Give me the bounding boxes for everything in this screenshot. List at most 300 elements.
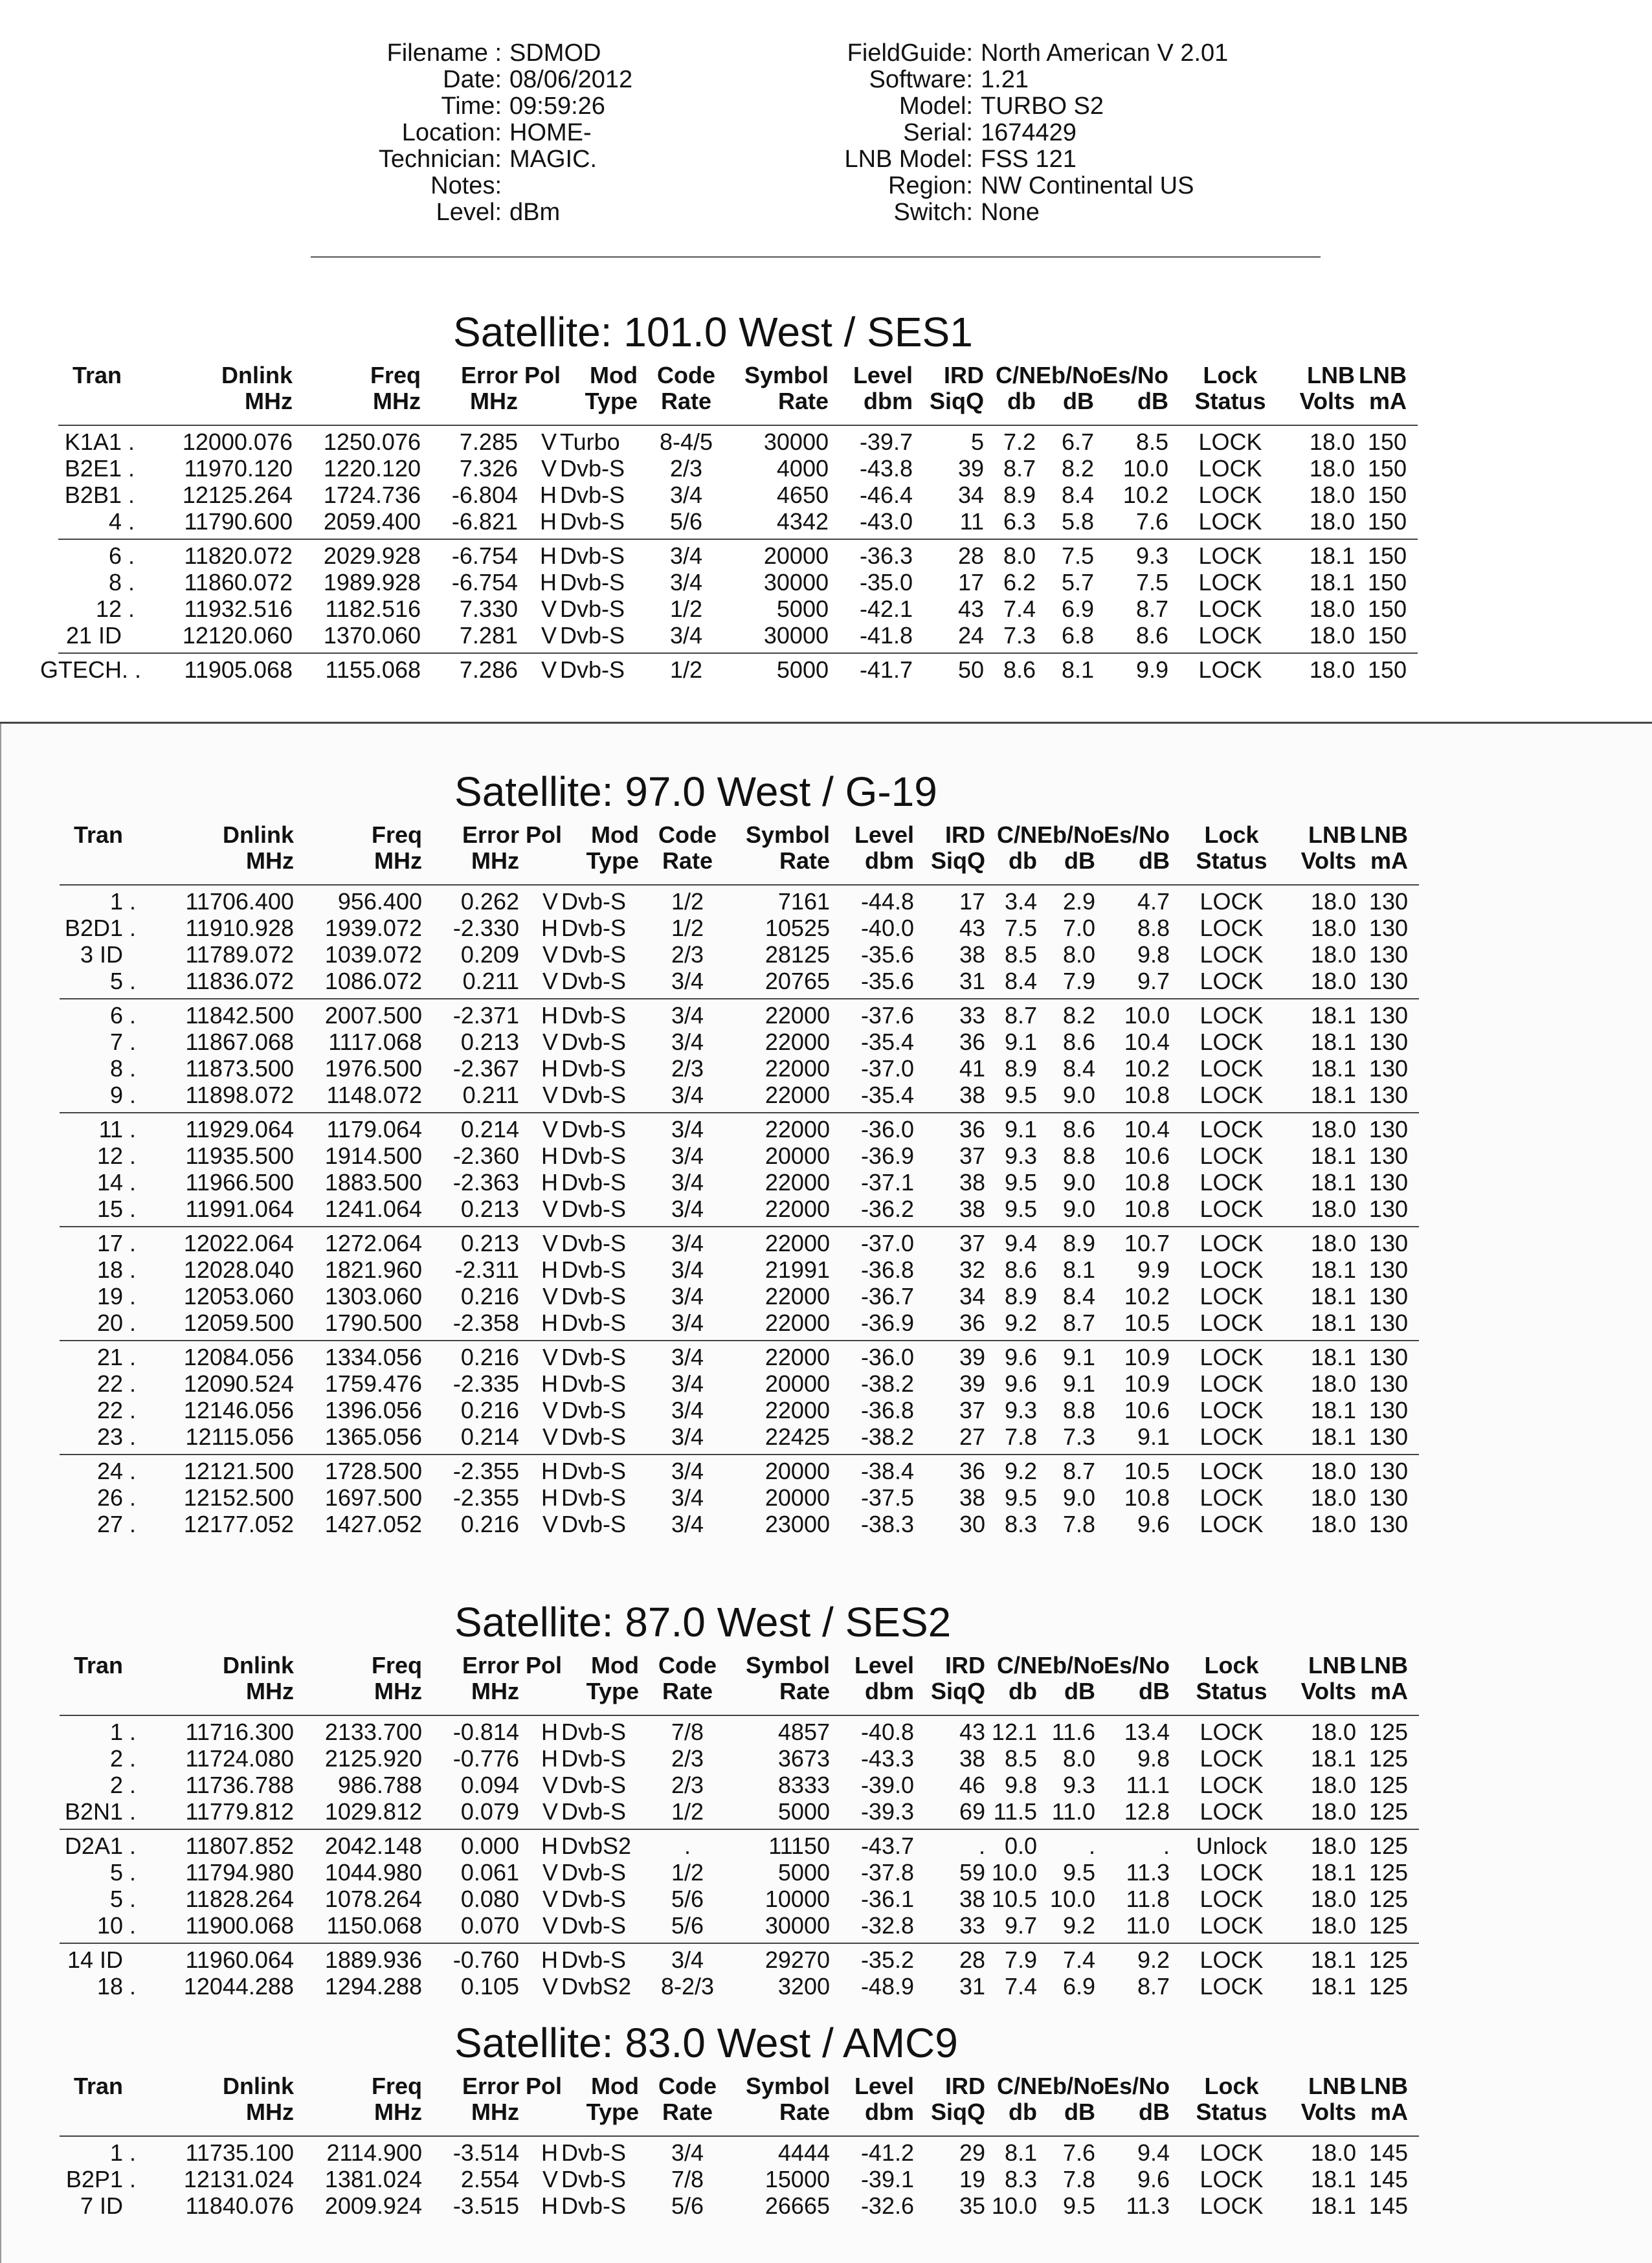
dot-cell: . bbox=[129, 915, 136, 941]
symbol-rate-cell: 30000 bbox=[765, 1912, 830, 1939]
error-cell: -2.358 bbox=[452, 1310, 519, 1336]
pol-cell: V bbox=[542, 1029, 558, 1055]
code-rate-cell: 3/4 bbox=[671, 1082, 704, 1108]
column-header-line2: Type bbox=[586, 1678, 639, 1704]
esno-cell: 7.5 bbox=[1135, 569, 1168, 596]
column-header-line2: MHz bbox=[246, 847, 294, 874]
level-cell: -41.2 bbox=[860, 2139, 914, 2166]
lnb-ma-cell: 125 bbox=[1368, 1886, 1408, 1912]
pol-cell: H bbox=[541, 1370, 558, 1397]
esno-cell: 10.4 bbox=[1124, 1029, 1170, 1055]
header-label: Level: bbox=[436, 199, 502, 226]
error-cell: 0.061 bbox=[460, 1859, 519, 1886]
error-cell: 7.281 bbox=[459, 622, 518, 649]
lnb-ma-cell: 130 bbox=[1368, 1169, 1408, 1196]
level-cell: -35.6 bbox=[860, 968, 914, 994]
column-header-line2: dB bbox=[1064, 2099, 1095, 2125]
column-header-line1: IRD bbox=[945, 2073, 985, 2099]
dnlink-cell: 11794.980 bbox=[185, 1859, 294, 1886]
symbol-rate-cell: 10000 bbox=[765, 1886, 830, 1912]
esno-cell: 10.0 bbox=[1122, 455, 1168, 482]
error-cell: -3.515 bbox=[452, 2192, 519, 2219]
code-rate-cell: 2/3 bbox=[669, 455, 703, 482]
column-header bbox=[639, 2073, 736, 2125]
error-cell: 0.216 bbox=[460, 1344, 519, 1370]
lock-status-cell: LOCK bbox=[1200, 1397, 1264, 1423]
column-header-line2: MHz bbox=[374, 847, 422, 874]
column-header bbox=[526, 1652, 563, 1678]
cn-cell: 7.3 bbox=[1003, 622, 1036, 649]
symbol-rate-cell: 22000 bbox=[765, 1230, 830, 1256]
code-rate-cell: 2/3 bbox=[671, 1745, 704, 1772]
dnlink-cell: 12084.056 bbox=[183, 1344, 294, 1370]
dnlink-cell: 11724.080 bbox=[185, 1745, 294, 1772]
column-header-line2: MHz bbox=[245, 388, 293, 414]
dot-cell: . bbox=[129, 1169, 136, 1196]
mod-type-cell: Dvb-S bbox=[561, 2139, 627, 2166]
esno-cell: 9.2 bbox=[1137, 1946, 1170, 1973]
sigq-cell: 28 bbox=[959, 1946, 985, 1973]
symbol-rate-cell: 7161 bbox=[777, 888, 830, 915]
symbol-rate-cell: 23000 bbox=[765, 1511, 830, 1537]
esno-cell: 13.4 bbox=[1124, 1719, 1170, 1745]
cn-cell: 8.6 bbox=[1003, 656, 1036, 683]
pol-cell: V bbox=[541, 596, 557, 622]
tran-cell: 5 bbox=[109, 1859, 123, 1886]
mod-type-cell: Dvb-S bbox=[561, 915, 627, 941]
lnb-ma-cell: 130 bbox=[1368, 1484, 1408, 1511]
tran-cell: 2 bbox=[109, 1772, 123, 1798]
header-value: None bbox=[981, 199, 1040, 226]
lock-status-cell: LOCK bbox=[1200, 1196, 1264, 1222]
pol-cell: H bbox=[541, 2192, 558, 2219]
symbol-rate-cell: 22000 bbox=[765, 1397, 830, 1423]
dnlink-cell: 11736.788 bbox=[185, 1772, 294, 1798]
column-header bbox=[1178, 1653, 1285, 1704]
header-label: Date: bbox=[443, 66, 502, 93]
symbol-rate-cell: 22000 bbox=[765, 1283, 830, 1310]
level-cell: -37.0 bbox=[860, 1230, 914, 1256]
level-cell: -37.0 bbox=[860, 1055, 914, 1082]
error-cell: -0.760 bbox=[452, 1946, 519, 1973]
lnb-volts-cell: 18.0 bbox=[1310, 1511, 1356, 1537]
cn-cell: 8.9 bbox=[1004, 1055, 1037, 1082]
dnlink-cell: 11716.300 bbox=[185, 1719, 294, 1745]
mod-type-cell: Dvb-S bbox=[561, 1719, 627, 1745]
ebno-cell: 2.9 bbox=[1062, 888, 1095, 915]
transponder-group bbox=[60, 884, 1419, 994]
sigq-cell: 34 bbox=[959, 1283, 985, 1310]
code-rate-cell: 3/4 bbox=[671, 1230, 704, 1256]
header-value: dBm bbox=[509, 199, 561, 226]
column-header-line1: Code bbox=[657, 362, 715, 388]
freq-cell: 1396.056 bbox=[324, 1397, 422, 1423]
column-header bbox=[736, 822, 830, 874]
pol-cell: H bbox=[541, 1458, 558, 1484]
header-label: Time: bbox=[441, 93, 502, 120]
table-row bbox=[1, 915, 1425, 941]
dot-cell: . bbox=[129, 1002, 136, 1029]
pol-cell: V bbox=[541, 622, 557, 649]
symbol-rate-cell: 21991 bbox=[765, 1256, 830, 1283]
esno-cell: 10.9 bbox=[1124, 1344, 1170, 1370]
lnb-volts-cell: 18.0 bbox=[1310, 1772, 1356, 1798]
sigq-cell: 69 bbox=[959, 1798, 985, 1825]
column-header bbox=[422, 822, 519, 874]
error-cell: -6.821 bbox=[451, 508, 518, 535]
column-header-line1: Lock bbox=[1204, 1652, 1259, 1678]
ebno-cell: 7.3 bbox=[1062, 1423, 1095, 1450]
sigq-cell: 38 bbox=[959, 1082, 985, 1108]
pol-cell: V bbox=[542, 1886, 558, 1912]
lock-status-cell: LOCK bbox=[1200, 1946, 1264, 1973]
pol-cell: V bbox=[542, 2166, 558, 2192]
ebno-cell: 8.6 bbox=[1062, 1116, 1095, 1143]
symbol-rate-cell: 20000 bbox=[765, 1458, 830, 1484]
error-cell: -0.776 bbox=[452, 1745, 519, 1772]
tran-cell: B2D1 bbox=[64, 915, 123, 941]
lock-status-cell: LOCK bbox=[1198, 508, 1262, 535]
table-row bbox=[1, 1772, 1425, 1798]
header-label: Technician: bbox=[378, 146, 502, 173]
freq-cell: 1883.500 bbox=[324, 1169, 422, 1196]
freq-cell: 1220.120 bbox=[323, 455, 421, 482]
error-cell: -2.371 bbox=[452, 1002, 519, 1029]
freq-cell: 1029.812 bbox=[324, 1798, 422, 1825]
esno-cell: 11.3 bbox=[1126, 1859, 1170, 1886]
column-header-line1: LNB bbox=[1308, 821, 1356, 848]
header-value: 1674429 bbox=[981, 119, 1077, 146]
header-row bbox=[821, 199, 1228, 226]
ebno-cell: 8.0 bbox=[1062, 1745, 1095, 1772]
header-label: LNB Model: bbox=[844, 146, 973, 173]
level-cell: -37.5 bbox=[860, 1484, 914, 1511]
tran-cell: 8 bbox=[109, 1055, 123, 1082]
code-rate-cell: 1/2 bbox=[669, 596, 703, 622]
table-row bbox=[1, 1169, 1425, 1196]
error-cell: 0.214 bbox=[460, 1116, 519, 1143]
level-cell: -35.4 bbox=[860, 1082, 914, 1108]
pol-cell: H bbox=[541, 2139, 558, 2166]
cn-cell: 9.2 bbox=[1004, 1458, 1037, 1484]
mod-type-cell: Dvb-S bbox=[561, 1458, 627, 1484]
freq-cell: 1728.500 bbox=[324, 1458, 422, 1484]
esno-cell: 10.8 bbox=[1124, 1082, 1170, 1108]
lnb-ma-cell: 130 bbox=[1368, 1230, 1408, 1256]
sheet-page-2 bbox=[0, 724, 1652, 2263]
column-header-line1: Es/No bbox=[1102, 362, 1168, 388]
esno-cell: 8.5 bbox=[1135, 429, 1168, 455]
lock-status-cell: LOCK bbox=[1200, 1798, 1264, 1825]
dot-cell: . bbox=[128, 508, 135, 535]
mod-type-cell: DvbS2 bbox=[561, 1973, 632, 2000]
dot-cell: . bbox=[128, 569, 135, 596]
column-header-line2: Rate bbox=[779, 847, 830, 874]
table-row bbox=[1, 1397, 1425, 1423]
cn-cell: 8.3 bbox=[1004, 2166, 1037, 2192]
esno-cell: 10.4 bbox=[1124, 1116, 1170, 1143]
header-value: SDMOD bbox=[509, 39, 601, 67]
error-cell: -2.367 bbox=[452, 1055, 519, 1082]
mod-type-cell: Dvb-S bbox=[561, 1423, 627, 1450]
column-header-line2: Tran bbox=[73, 1652, 123, 1678]
lnb-ma-cell: 130 bbox=[1368, 968, 1408, 994]
column-headers bbox=[1, 2073, 1425, 2128]
symbol-rate-cell: 11150 bbox=[768, 1833, 830, 1859]
dnlink-cell: 11840.076 bbox=[185, 2192, 294, 2219]
transponder-rows bbox=[1, 1711, 1425, 2000]
code-rate-cell: 7/8 bbox=[671, 2166, 704, 2192]
lnb-volts-cell: 18.0 bbox=[1310, 1798, 1356, 1825]
lnb-volts-cell: 18.1 bbox=[1310, 2192, 1356, 2219]
column-headers bbox=[0, 362, 1424, 417]
column-header bbox=[296, 2073, 422, 2125]
level-cell: -38.2 bbox=[860, 1370, 914, 1397]
header-label: Location: bbox=[401, 119, 502, 146]
lock-status-cell: LOCK bbox=[1200, 2192, 1264, 2219]
esno-cell: 9.6 bbox=[1137, 1511, 1170, 1537]
column-header bbox=[561, 822, 639, 874]
sigq-cell: 39 bbox=[957, 455, 984, 482]
error-cell: 0.105 bbox=[460, 1973, 519, 2000]
tran-cell: 3 ID bbox=[80, 941, 123, 968]
error-cell: 0.211 bbox=[462, 1082, 519, 1108]
column-header bbox=[977, 362, 1036, 414]
code-rate-cell: 3/4 bbox=[671, 1370, 704, 1397]
level-cell: -43.8 bbox=[859, 455, 913, 482]
esno-cell: 12.8 bbox=[1124, 1798, 1170, 1825]
esno-cell: 11.0 bbox=[1126, 1912, 1170, 1939]
dnlink-cell: 11966.500 bbox=[185, 1169, 294, 1196]
lnb-ma-cell: 130 bbox=[1368, 1116, 1408, 1143]
esno-cell: 11.1 bbox=[1126, 1772, 1170, 1798]
column-header-line2: Pol bbox=[526, 821, 563, 848]
lock-status-cell: LOCK bbox=[1200, 2166, 1264, 2192]
esno-cell: . bbox=[1163, 1833, 1170, 1859]
lnb-ma-cell: 125 bbox=[1368, 1859, 1408, 1886]
level-cell: -32.6 bbox=[860, 2192, 914, 2219]
freq-cell: 1381.024 bbox=[324, 2166, 422, 2192]
sigq-cell: 11 bbox=[959, 508, 984, 535]
dnlink-cell: 11828.264 bbox=[185, 1886, 294, 1912]
lock-status-cell: LOCK bbox=[1200, 1029, 1264, 1055]
level-cell: -38.4 bbox=[860, 1458, 914, 1484]
column-header-line1: LNB bbox=[1308, 2073, 1356, 2099]
table-row bbox=[1, 1912, 1425, 1939]
sigq-cell: 43 bbox=[959, 1719, 985, 1745]
column-headers bbox=[1, 822, 1425, 876]
dnlink-cell: 11960.064 bbox=[185, 1946, 294, 1973]
sigq-cell: 59 bbox=[959, 1859, 985, 1886]
dnlink-cell: 11935.500 bbox=[185, 1143, 294, 1169]
column-header-line1: LNB bbox=[1307, 362, 1355, 388]
table-row bbox=[1, 1196, 1425, 1222]
level-cell: -36.8 bbox=[860, 1397, 914, 1423]
pol-cell: H bbox=[541, 1484, 558, 1511]
pol-cell: H bbox=[541, 1002, 558, 1029]
column-header-line2: Rate bbox=[660, 388, 712, 414]
lnb-volts-cell: 18.0 bbox=[1310, 1230, 1356, 1256]
dnlink-cell: 11867.068 bbox=[185, 1029, 294, 1055]
lock-status-cell: LOCK bbox=[1198, 569, 1262, 596]
error-cell: 7.285 bbox=[459, 429, 518, 455]
freq-cell: 1939.072 bbox=[324, 915, 422, 941]
symbol-rate-cell: 20000 bbox=[765, 1484, 830, 1511]
mod-type-cell: Dvb-S bbox=[560, 622, 625, 649]
column-header bbox=[1356, 822, 1408, 874]
symbol-rate-cell: 22000 bbox=[765, 1055, 830, 1082]
column-header bbox=[829, 362, 913, 414]
sigq-cell: 33 bbox=[959, 1002, 985, 1029]
header-value: 08/06/2012 bbox=[509, 66, 633, 93]
column-header-line2: Volts bbox=[1299, 388, 1355, 414]
esno-cell: 10.9 bbox=[1124, 1370, 1170, 1397]
code-rate-cell: 3/4 bbox=[671, 1310, 704, 1336]
mod-type-cell: Dvb-S bbox=[561, 1946, 627, 1973]
tran-cell: 5 bbox=[109, 968, 123, 994]
ebno-cell: 8.7 bbox=[1062, 1310, 1095, 1336]
lnb-volts-cell: 18.0 bbox=[1310, 1458, 1356, 1484]
column-header-line2: mA bbox=[1370, 2099, 1408, 2125]
lnb-ma-cell: 130 bbox=[1368, 1143, 1408, 1169]
table-row bbox=[1, 1745, 1425, 1772]
column-header-line2: mA bbox=[1370, 1678, 1408, 1704]
pol-cell: V bbox=[542, 1772, 558, 1798]
dot-cell: . bbox=[129, 1370, 136, 1397]
esno-cell: 9.3 bbox=[1135, 542, 1168, 569]
freq-cell: 1989.928 bbox=[323, 569, 421, 596]
column-header-line1: Es/No bbox=[1103, 2073, 1170, 2099]
code-rate-cell: 8-4/5 bbox=[659, 429, 713, 455]
dot-cell: . bbox=[129, 1859, 136, 1886]
level-cell: -38.2 bbox=[860, 1423, 914, 1450]
ebno-cell: 8.6 bbox=[1062, 1029, 1095, 1055]
code-rate-cell: 5/6 bbox=[671, 1912, 704, 1939]
satellite-name: West / SES1 bbox=[739, 309, 973, 355]
sigq-cell: 38 bbox=[959, 941, 985, 968]
header-value: 09:59:26 bbox=[509, 93, 605, 120]
lock-status-cell: LOCK bbox=[1200, 1772, 1264, 1798]
column-header-line2: Status bbox=[1196, 1678, 1267, 1704]
sigq-cell: 43 bbox=[959, 915, 985, 941]
code-rate-cell: 1/2 bbox=[671, 1798, 704, 1825]
pol-cell: V bbox=[542, 1230, 558, 1256]
level-cell: -40.0 bbox=[860, 915, 914, 941]
transponder-group bbox=[40, 652, 1418, 683]
error-cell: 0.000 bbox=[460, 1833, 519, 1859]
column-header-line2: Volts bbox=[1300, 2099, 1356, 2125]
error-cell: 0.216 bbox=[460, 1397, 519, 1423]
cn-cell: 9.3 bbox=[1004, 1397, 1037, 1423]
mod-type-cell: Dvb-S bbox=[561, 1055, 627, 1082]
sigq-cell: 38 bbox=[959, 1196, 985, 1222]
dnlink-cell: 12090.524 bbox=[183, 1370, 294, 1397]
header-label: Model: bbox=[899, 93, 973, 120]
header-row bbox=[350, 67, 632, 93]
header-row bbox=[350, 173, 632, 199]
lnb-volts-cell: 18.1 bbox=[1310, 1002, 1356, 1029]
dnlink-cell: 11991.064 bbox=[185, 1196, 294, 1222]
mod-type-cell: Dvb-S bbox=[561, 1397, 627, 1423]
level-cell: -43.7 bbox=[860, 1833, 914, 1859]
lnb-ma-cell: 145 bbox=[1368, 2192, 1408, 2219]
level-cell: -37.8 bbox=[860, 1859, 914, 1886]
header-label: Notes: bbox=[430, 172, 502, 199]
esno-cell: 8.8 bbox=[1137, 915, 1170, 941]
code-rate-cell: 2/3 bbox=[671, 1772, 704, 1798]
lnb-ma-cell: 130 bbox=[1368, 1002, 1408, 1029]
column-header bbox=[639, 822, 736, 874]
lnb-volts-cell: 18.1 bbox=[1310, 1256, 1356, 1283]
header-row bbox=[350, 146, 632, 173]
code-rate-cell: 5/6 bbox=[669, 508, 703, 535]
header-row bbox=[821, 93, 1228, 120]
satellite-position: 101.0 bbox=[623, 309, 728, 355]
symbol-rate-cell: 22000 bbox=[765, 1082, 830, 1108]
freq-cell: 2114.900 bbox=[326, 2139, 422, 2166]
cn-cell: 9.5 bbox=[1004, 1484, 1037, 1511]
lnb-volts-cell: 18.1 bbox=[1310, 1344, 1356, 1370]
error-cell: -2.355 bbox=[452, 1484, 519, 1511]
cn-cell: 8.5 bbox=[1004, 1745, 1037, 1772]
sigq-cell: 24 bbox=[957, 622, 984, 649]
column-header-line1: Error bbox=[462, 821, 519, 848]
symbol-rate-cell: 20000 bbox=[765, 1370, 830, 1397]
code-rate-cell: 3/4 bbox=[671, 1256, 704, 1283]
table-row bbox=[1, 1484, 1425, 1511]
esno-cell: 10.5 bbox=[1124, 1458, 1170, 1484]
mod-type-cell: DvbS2 bbox=[561, 1833, 632, 1859]
column-header-line1: Level bbox=[854, 821, 914, 848]
column-header-line1: IRD bbox=[945, 1652, 985, 1678]
dot-cell: . bbox=[129, 1256, 136, 1283]
mod-type-cell: Dvb-S bbox=[561, 1886, 627, 1912]
column-header-line2: Rate bbox=[662, 2099, 713, 2125]
tran-cell: B2E1 bbox=[64, 455, 122, 482]
header-value: North American V 2.01 bbox=[981, 39, 1229, 67]
symbol-rate-cell: 22000 bbox=[765, 1344, 830, 1370]
dnlink-cell: 11842.500 bbox=[185, 1002, 294, 1029]
esno-cell: 10.7 bbox=[1124, 1230, 1170, 1256]
ebno-cell: 10.0 bbox=[1049, 1886, 1095, 1912]
dnlink-cell: 12053.060 bbox=[183, 1283, 294, 1310]
pol-cell: H bbox=[540, 508, 557, 535]
error-cell: 0.214 bbox=[460, 1423, 519, 1450]
tran-cell: 4 bbox=[108, 508, 122, 535]
symbol-rate-cell: 28125 bbox=[765, 941, 830, 968]
dnlink-cell: 11789.072 bbox=[185, 941, 294, 968]
freq-cell: 2059.400 bbox=[323, 508, 421, 535]
header-row bbox=[821, 146, 1228, 173]
code-rate-cell: 3/4 bbox=[671, 1458, 704, 1484]
code-rate-cell: 3/4 bbox=[671, 2139, 704, 2166]
header-row bbox=[350, 40, 632, 67]
column-header-line2: dB bbox=[1139, 847, 1170, 874]
symbol-rate-cell: 4857 bbox=[777, 1719, 830, 1745]
column-header bbox=[1177, 362, 1284, 414]
table-row bbox=[0, 429, 1424, 455]
column-header-line2: MHz bbox=[246, 1678, 294, 1704]
symbol-rate-cell: 30000 bbox=[763, 569, 829, 596]
column-header bbox=[144, 822, 294, 874]
sigq-cell: 31 bbox=[959, 968, 985, 994]
lnb-ma-cell: 125 bbox=[1368, 1745, 1408, 1772]
cn-cell: 9.5 bbox=[1004, 1169, 1037, 1196]
column-header bbox=[914, 2073, 985, 2125]
column-header-line1: Eb/No bbox=[1036, 362, 1103, 388]
column-header-line1: Eb/No bbox=[1037, 2073, 1104, 2099]
freq-cell: 1759.476 bbox=[324, 1370, 422, 1397]
